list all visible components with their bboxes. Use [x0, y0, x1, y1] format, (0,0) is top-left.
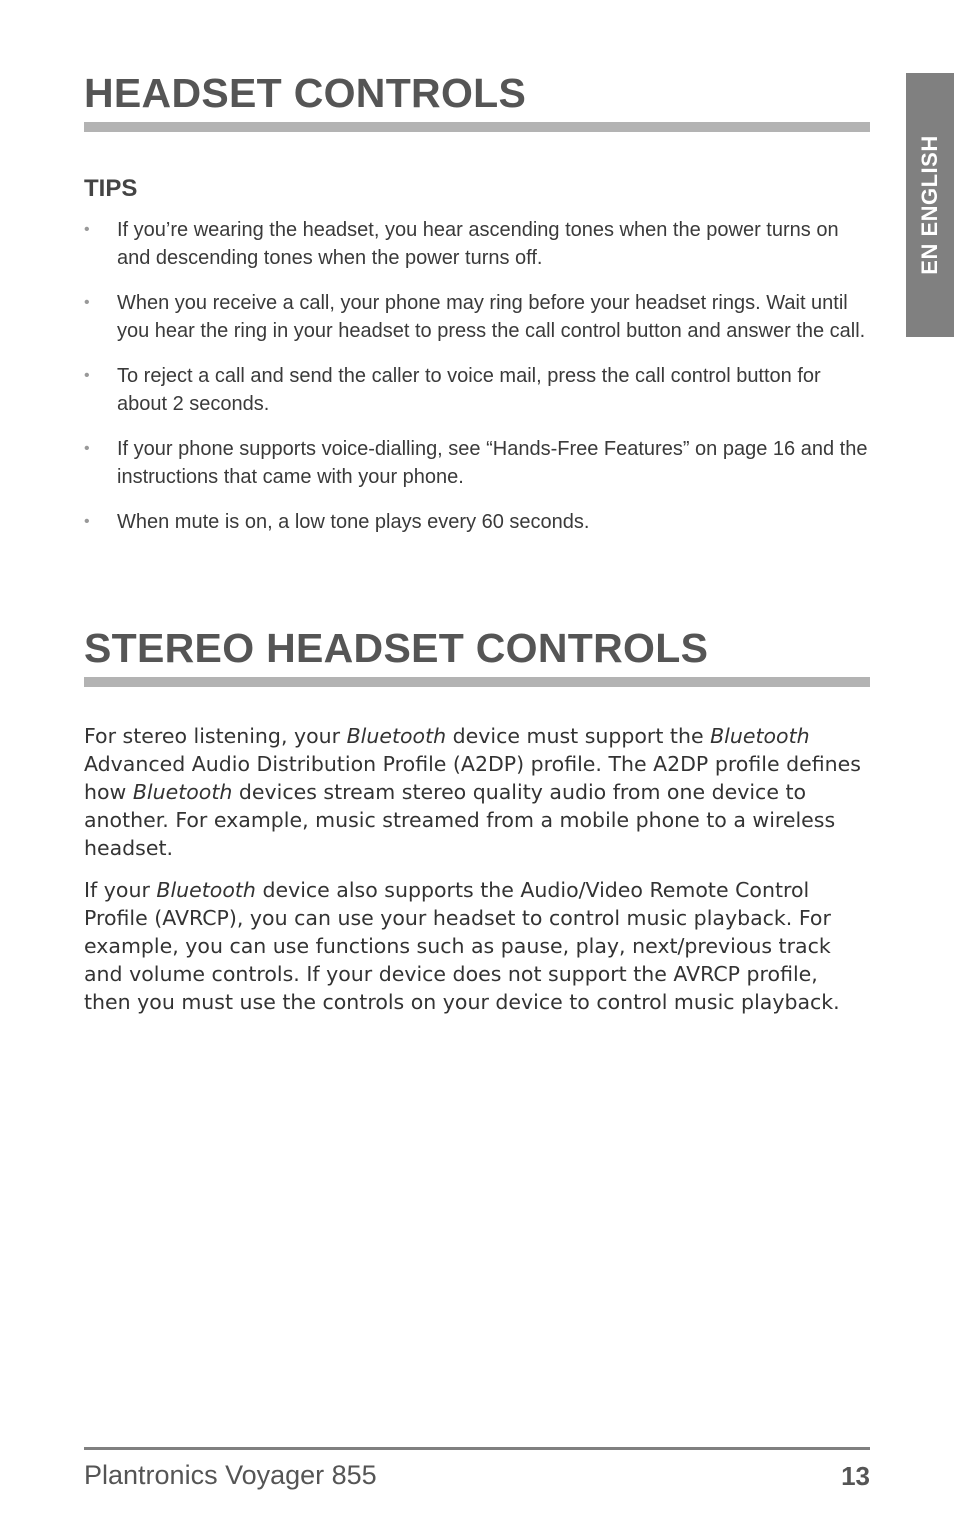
language-tab-label: EN ENGLISH — [917, 135, 942, 275]
italic-run: Bluetooth — [132, 780, 233, 804]
bullet-icon: • — [84, 294, 90, 311]
paragraph-a2dp — [84, 722, 870, 862]
text-run: devices stream stereo quality audio from one device to another. For example, music streamed from a mobile phone to a wireless headset. — [84, 780, 836, 860]
tip-text: When mute is on, a low tone plays every 60 seconds. — [117, 511, 590, 533]
tip-item — [84, 435, 870, 491]
text-run: device must support the — [446, 724, 711, 748]
bullet-icon: • — [84, 440, 90, 457]
bullet-icon: • — [84, 513, 90, 530]
tip-text: If your phone supports voice-dialling, see “Hands-Free Features” on page 16 and the instructions that came with your phone. — [117, 438, 868, 488]
page-number: 13 — [841, 1461, 870, 1491]
section-title-rule — [84, 677, 870, 687]
section-title-rule — [84, 122, 870, 132]
bullet-icon: • — [84, 221, 90, 238]
text-run: device also supports the Audio/Video Remote Control Profile (AVRCP), you can use your headset to control music playback. For example, you can use functions such as pause, play, next/previous track and volume controls. If your device does not support the AVRCP profile, then you must use the controls on your device to control music playback. — [84, 878, 840, 1014]
footer-product-name: Plantronics Voyager 855 — [84, 1460, 377, 1490]
tip-item — [84, 216, 870, 272]
text-run: Advanced Audio Distribution Profile (A2DP) profile. The A2DP profile defines how — [84, 752, 861, 804]
italic-run: Bluetooth — [346, 724, 447, 748]
bullet-icon: • — [84, 367, 90, 384]
italic-run: Bluetooth — [156, 878, 256, 902]
section-title-stereo-headset-controls: STEREO HEADSET CONTROLS — [84, 625, 709, 671]
tips-list — [84, 216, 870, 553]
footer-rule — [84, 1447, 870, 1450]
tip-item — [84, 289, 870, 345]
text-run: For stereo listening, your — [84, 724, 347, 748]
tip-text: To reject a call and send the caller to voice mail, press the call control button for about 2 seconds. — [117, 365, 821, 415]
tip-text: When you receive a call, your phone may ring before your headset rings. Wait until you hear the ring in your headset to press the call control button and answer the call. — [117, 292, 866, 342]
tip-text: If you’re wearing the headset, you hear ascending tones when the power turns on and descending tones when the power turns off. — [117, 219, 839, 269]
page-content — [84, 0, 870, 1532]
tip-item — [84, 508, 870, 536]
language-tab — [906, 73, 954, 337]
tip-item — [84, 362, 870, 418]
text-run: If your — [84, 878, 157, 902]
stereo-body — [84, 722, 870, 1030]
section-title-headset-controls: HEADSET CONTROLS — [84, 70, 527, 116]
tips-heading: TIPS — [84, 175, 138, 202]
italic-run: Bluetooth — [710, 724, 810, 748]
paragraph-avrcp — [84, 876, 870, 1016]
